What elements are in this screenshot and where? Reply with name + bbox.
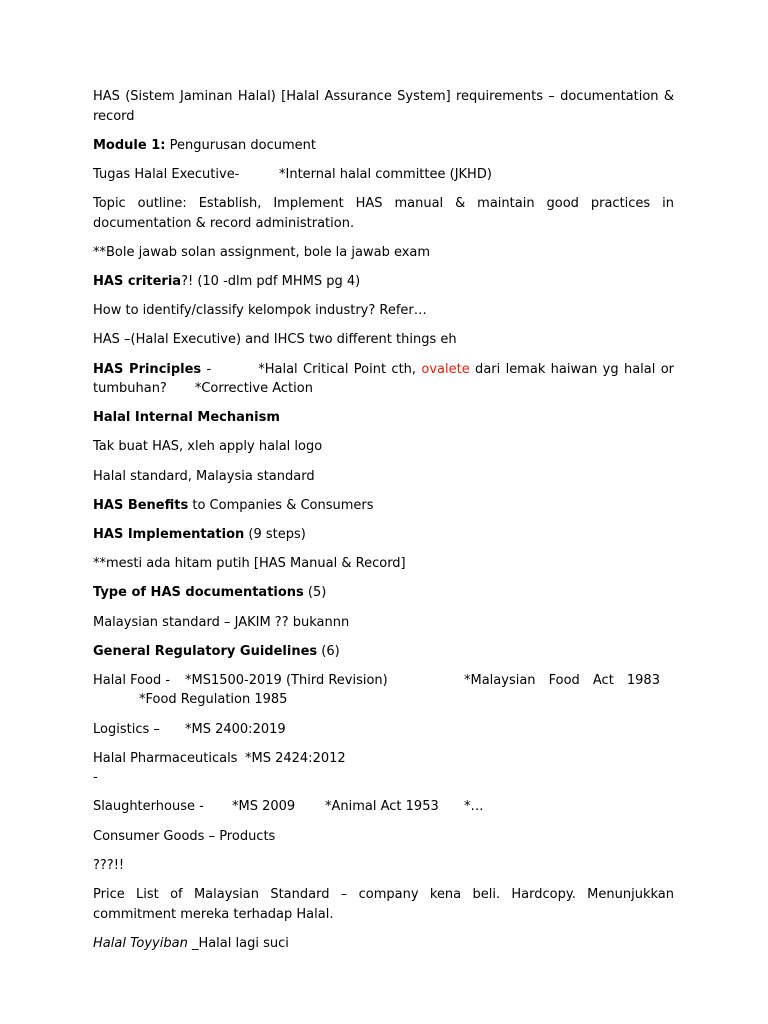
- halal-toyyiban-line: Halal Toyyiban _Halal lagi suci: [93, 935, 289, 951]
- module-line: Module 1: Pengurusan document: [93, 137, 317, 153]
- tak-buat-line: Tak buat HAS, xleh apply halal logo: [93, 439, 323, 455]
- topic-outline: Topic outline: Establish, Implement HAS manual & maintain good practices in documentation & record administration.: [93, 196, 674, 231]
- jakim-line: Malaysian standard – JAKIM ?? bukannn: [93, 614, 350, 630]
- has-implementation: HAS Implementation (9 steps): [93, 526, 306, 542]
- has-doc-types: Type of HAS documentations (5): [93, 585, 327, 601]
- document-body: [93, 87, 674, 963]
- has-ihcs-line: HAS –(Halal Executive) and IHCS two different things eh: [93, 332, 457, 348]
- has-benefits: HAS Benefits to Companies & Consumers: [93, 497, 374, 513]
- slaughterhouse-item: Slaughterhouse - *MS 2009 *Animal Act 1953 *…: [93, 799, 484, 815]
- doc-heading: HAS (Sistem Jaminan Halal) [Halal Assurance System] requirements – documentation & record: [93, 89, 674, 124]
- question-marks: ???!!: [93, 857, 125, 873]
- halal-food-item: Halal Food - *MS1500-2019 (Third Revision) *Malaysian Food Act 1983 *Food Regulation 1985: [93, 672, 660, 708]
- has-criteria: HAS criteria?! (10 -dlm pdf MHMS pg 4): [93, 273, 361, 289]
- mesti-line: **mesti ada hitam putih [HAS Manual & Record]: [93, 556, 406, 572]
- identify-line: How to identify/classify kelompok industry? Refer…: [93, 303, 427, 319]
- pharmaceuticals-item: Halal Pharmaceuticals - *MS 2424:2012: [93, 750, 346, 786]
- internal-mechanism: Halal Internal Mechanism: [93, 410, 280, 426]
- note-line: **Bole jawab solan assignment, bole la jawab exam: [93, 244, 431, 260]
- halal-standard-line: Halal standard, Malaysia standard: [93, 468, 315, 484]
- price-list-line: Price List of Malaysian Standard – company kena beli. Hardcopy. Menunjukkan commitment mereka terhadap Halal.: [93, 887, 674, 922]
- tugas-line: Tugas Halal Executive- *Internal halal committee (JKHD): [93, 166, 492, 182]
- logistics-item: Logistics – *MS 2400:2019: [93, 721, 286, 737]
- has-principles: HAS Principles - *Halal Critical Point cth, ovalete dari lemak haiwan yg halal or tumbuhan? *Corrective Action: [93, 361, 675, 396]
- consumer-goods-item: Consumer Goods – Products: [93, 828, 276, 844]
- highlight-red-word: ovalete: [421, 361, 470, 377]
- regulatory-guidelines: General Regulatory Guidelines (6): [93, 643, 340, 659]
